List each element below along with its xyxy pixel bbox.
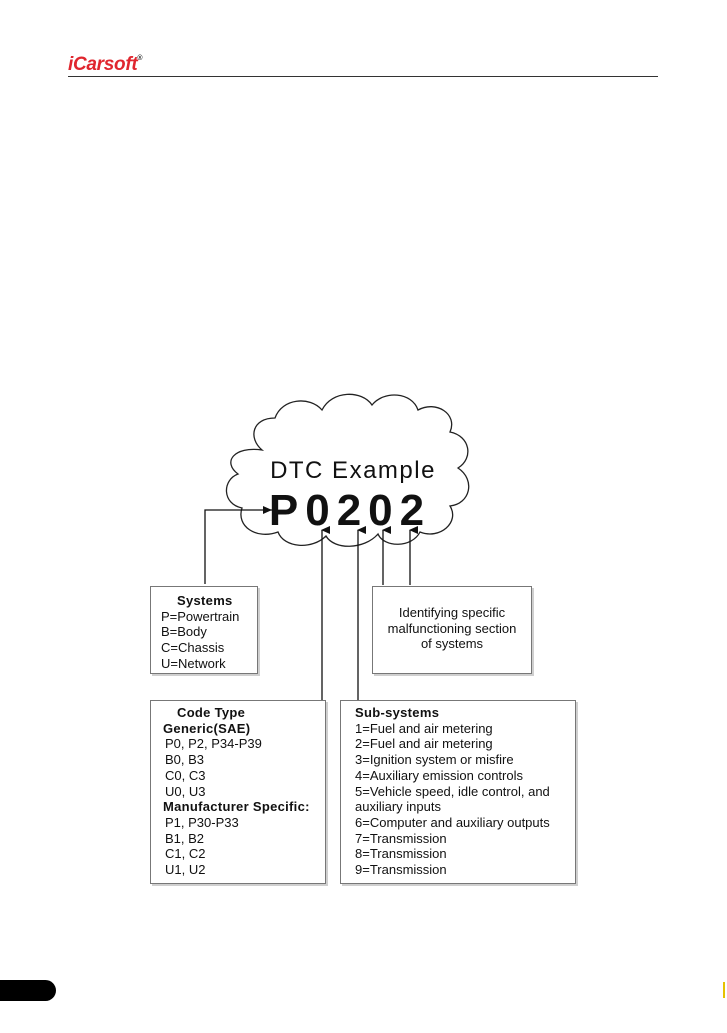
manufacturer-heading: Manufacturer Specific:	[163, 799, 310, 815]
generic-line: U0, U3	[165, 783, 206, 799]
dtc-example-title: DTC Example	[270, 457, 436, 484]
code-type-box	[150, 700, 326, 884]
subsystems-heading: Sub-systems	[355, 705, 440, 720]
subsystems-line: 1=Fuel and air metering	[355, 720, 493, 736]
subsystems-line: auxiliary inputs	[355, 799, 441, 815]
subsystems-line: 7=Transmission	[355, 830, 447, 846]
subsystems-line: 6=Computer and auxiliary outputs	[355, 814, 550, 830]
page-number-tab	[0, 980, 56, 1001]
subsystems-line: 8=Transmission	[355, 846, 447, 862]
systems-line: P=Powertrain	[161, 608, 240, 624]
edge-mark	[723, 982, 725, 998]
identify-line: malfunctioning section	[387, 620, 517, 636]
identify-line: Identifying specific	[398, 605, 506, 620]
manufacturer-line: C1, C2	[165, 846, 206, 862]
generic-line: C0, C3	[165, 767, 206, 783]
systems-line: B=Body	[161, 624, 207, 640]
subsystems-box	[340, 700, 576, 884]
systems-box	[150, 586, 258, 674]
code-type-heading: Code Type	[177, 705, 246, 720]
systems-line: U=Network	[161, 655, 226, 671]
generic-heading: Generic(SAE)	[163, 720, 251, 736]
manufacturer-line: P1, P30-P33	[165, 814, 239, 830]
brand-logo-text: iCarsoft	[68, 54, 138, 75]
generic-line: B0, B3	[165, 752, 205, 768]
identify-line: of systems	[420, 636, 484, 652]
dtc-example-code: P0202	[268, 486, 432, 535]
systems-line: C=Chassis	[161, 640, 225, 656]
manufacturer-line: U1, U2	[165, 862, 206, 878]
subsystems-line: 3=Ignition system or misfire	[355, 752, 514, 768]
subsystems-line: 4=Auxiliary emission controls	[355, 767, 523, 783]
generic-line: P0, P2, P34-P39	[165, 736, 262, 752]
manufacturer-line: B1, B2	[165, 830, 205, 846]
systems-heading: Systems	[177, 593, 233, 608]
subsystems-line: 5=Vehicle speed, idle control, and	[355, 783, 550, 799]
registered-mark: ®	[137, 55, 143, 62]
subsystems-line: 2=Fuel and air metering	[355, 736, 493, 752]
identify-box	[372, 586, 532, 674]
subsystems-line: 9=Transmission	[355, 862, 447, 878]
